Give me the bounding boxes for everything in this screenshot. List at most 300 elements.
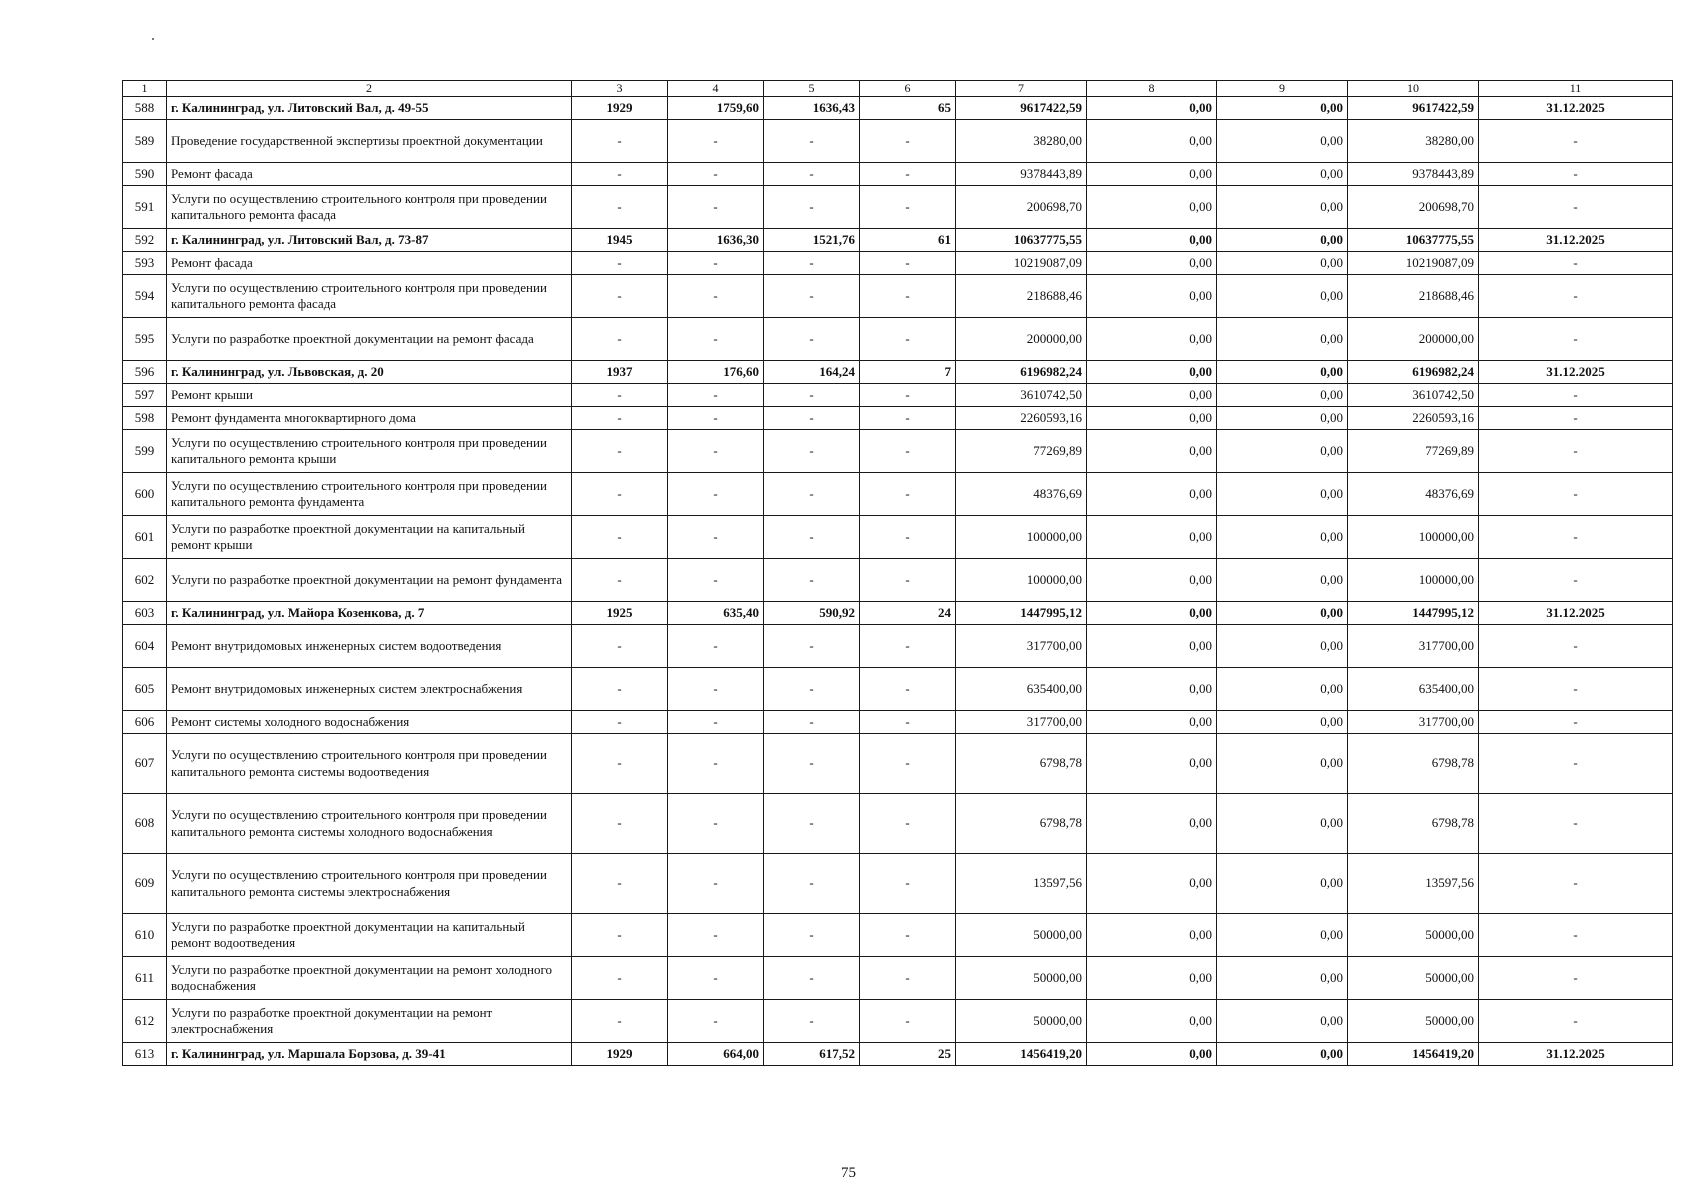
- work-name: г. Калининград, ул. Маршала Борзова, д. 39-41: [167, 1043, 572, 1066]
- col3-value: 1929: [572, 1043, 668, 1066]
- row-number: 612: [123, 1000, 167, 1043]
- work-item-row: [123, 473, 1673, 516]
- work-name: г. Калининград, ул. Литовский Вал, д. 49-55: [167, 97, 572, 120]
- col7-value: 100000,00: [956, 516, 1087, 559]
- col8-value: 0,00: [1087, 186, 1217, 229]
- col8-value: 0,00: [1087, 473, 1217, 516]
- work-item-row: [123, 559, 1673, 602]
- col6-value: -: [860, 559, 956, 602]
- work-item-row: [123, 711, 1673, 734]
- col11-value: -: [1479, 163, 1673, 186]
- col11-value: 31.12.2025: [1479, 229, 1673, 252]
- col4-value: -: [668, 668, 764, 711]
- col10-value: 1447995,12: [1348, 602, 1479, 625]
- work-item-row: [123, 957, 1673, 1000]
- col4-value: 176,60: [668, 361, 764, 384]
- column-header: 11: [1479, 81, 1673, 97]
- col5-value: -: [764, 559, 860, 602]
- work-item-row: [123, 430, 1673, 473]
- col7-value: 635400,00: [956, 668, 1087, 711]
- row-number: 595: [123, 318, 167, 361]
- col8-value: 0,00: [1087, 430, 1217, 473]
- col5-value: -: [764, 318, 860, 361]
- col10-value: 6196982,24: [1348, 361, 1479, 384]
- col9-value: 0,00: [1217, 734, 1348, 794]
- col6-value: -: [860, 1000, 956, 1043]
- col7-value: 10637775,55: [956, 229, 1087, 252]
- col11-value: 31.12.2025: [1479, 97, 1673, 120]
- col8-value: 0,00: [1087, 854, 1217, 914]
- col7-value: 100000,00: [956, 559, 1087, 602]
- work-item-row: [123, 668, 1673, 711]
- col9-value: 0,00: [1217, 668, 1348, 711]
- col6-value: -: [860, 430, 956, 473]
- work-item-row: [123, 407, 1673, 430]
- col7-value: 10219087,09: [956, 252, 1087, 275]
- col10-value: 317700,00: [1348, 711, 1479, 734]
- col5-value: -: [764, 957, 860, 1000]
- col4-value: -: [668, 957, 764, 1000]
- col9-value: 0,00: [1217, 275, 1348, 318]
- col11-value: -: [1479, 794, 1673, 854]
- col4-value: -: [668, 163, 764, 186]
- col7-value: 13597,56: [956, 854, 1087, 914]
- col4-value: -: [668, 318, 764, 361]
- col6-value: -: [860, 163, 956, 186]
- col8-value: 0,00: [1087, 794, 1217, 854]
- col3-value: -: [572, 734, 668, 794]
- col5-value: -: [764, 914, 860, 957]
- col8-value: 0,00: [1087, 559, 1217, 602]
- row-number: 590: [123, 163, 167, 186]
- col8-value: 0,00: [1087, 516, 1217, 559]
- col7-value: 317700,00: [956, 711, 1087, 734]
- col7-value: 200698,70: [956, 186, 1087, 229]
- building-row: [123, 361, 1673, 384]
- row-number: 611: [123, 957, 167, 1000]
- work-name: Услуги по осуществлению строительного контроля при проведении капитального ремонта крыши: [167, 430, 572, 473]
- col10-value: 6798,78: [1348, 734, 1479, 794]
- col8-value: 0,00: [1087, 275, 1217, 318]
- work-item-row: [123, 384, 1673, 407]
- col9-value: 0,00: [1217, 163, 1348, 186]
- col9-value: 0,00: [1217, 854, 1348, 914]
- col7-value: 317700,00: [956, 625, 1087, 668]
- col8-value: 0,00: [1087, 252, 1217, 275]
- col7-value: 9378443,89: [956, 163, 1087, 186]
- col5-value: -: [764, 163, 860, 186]
- column-header: 3: [572, 81, 668, 97]
- row-number: 593: [123, 252, 167, 275]
- col3-value: -: [572, 120, 668, 163]
- col5-value: -: [764, 186, 860, 229]
- work-name: г. Калининград, ул. Литовский Вал, д. 73-87: [167, 229, 572, 252]
- col7-value: 1447995,12: [956, 602, 1087, 625]
- row-number: 601: [123, 516, 167, 559]
- col3-value: -: [572, 625, 668, 668]
- col9-value: 0,00: [1217, 407, 1348, 430]
- col4-value: -: [668, 275, 764, 318]
- col9-value: 0,00: [1217, 252, 1348, 275]
- col5-value: -: [764, 711, 860, 734]
- work-item-row: [123, 625, 1673, 668]
- work-name: Ремонт системы холодного водоснабжения: [167, 711, 572, 734]
- col8-value: 0,00: [1087, 602, 1217, 625]
- col5-value: -: [764, 120, 860, 163]
- col11-value: -: [1479, 854, 1673, 914]
- col10-value: 218688,46: [1348, 275, 1479, 318]
- work-item-row: [123, 275, 1673, 318]
- col10-value: 3610742,50: [1348, 384, 1479, 407]
- col11-value: -: [1479, 957, 1673, 1000]
- work-name: Услуги по осуществлению строительного контроля при проведении капитального ремонта фундамента: [167, 473, 572, 516]
- building-row: [123, 602, 1673, 625]
- work-name: Услуги по разработке проектной документации на ремонт фасада: [167, 318, 572, 361]
- col5-value: -: [764, 516, 860, 559]
- work-name: Ремонт фасада: [167, 163, 572, 186]
- col8-value: 0,00: [1087, 711, 1217, 734]
- col10-value: 50000,00: [1348, 957, 1479, 1000]
- row-number: 603: [123, 602, 167, 625]
- work-name: Услуги по разработке проектной документации на ремонт холодного водоснабжения: [167, 957, 572, 1000]
- col4-value: -: [668, 384, 764, 407]
- col11-value: -: [1479, 120, 1673, 163]
- col11-value: -: [1479, 186, 1673, 229]
- col8-value: 0,00: [1087, 97, 1217, 120]
- col10-value: 200000,00: [1348, 318, 1479, 361]
- col11-value: -: [1479, 559, 1673, 602]
- col4-value: -: [668, 854, 764, 914]
- column-header: 4: [668, 81, 764, 97]
- col3-value: -: [572, 186, 668, 229]
- col3-value: 1925: [572, 602, 668, 625]
- col8-value: 0,00: [1087, 163, 1217, 186]
- col9-value: 0,00: [1217, 361, 1348, 384]
- col11-value: -: [1479, 252, 1673, 275]
- col8-value: 0,00: [1087, 407, 1217, 430]
- row-number: 592: [123, 229, 167, 252]
- row-number: 608: [123, 794, 167, 854]
- col6-value: -: [860, 516, 956, 559]
- work-name: Услуги по осуществлению строительного контроля при проведении капитального ремонта системы электроснабжения: [167, 854, 572, 914]
- col4-value: -: [668, 711, 764, 734]
- col8-value: 0,00: [1087, 120, 1217, 163]
- col10-value: 13597,56: [1348, 854, 1479, 914]
- col6-value: -: [860, 854, 956, 914]
- work-item-row: [123, 794, 1673, 854]
- col3-value: -: [572, 516, 668, 559]
- building-row: [123, 97, 1673, 120]
- col7-value: 6798,78: [956, 794, 1087, 854]
- col4-value: 664,00: [668, 1043, 764, 1066]
- column-header: 7: [956, 81, 1087, 97]
- col8-value: 0,00: [1087, 1000, 1217, 1043]
- col6-value: -: [860, 473, 956, 516]
- work-name: Услуги по разработке проектной документации на капитальный ремонт крыши: [167, 516, 572, 559]
- col6-value: 24: [860, 602, 956, 625]
- col5-value: -: [764, 734, 860, 794]
- work-item-row: [123, 120, 1673, 163]
- col6-value: -: [860, 914, 956, 957]
- col8-value: 0,00: [1087, 1043, 1217, 1066]
- col3-value: -: [572, 668, 668, 711]
- col10-value: 50000,00: [1348, 914, 1479, 957]
- col10-value: 38280,00: [1348, 120, 1479, 163]
- repair-program-table: [122, 80, 1673, 1066]
- col3-value: 1929: [572, 97, 668, 120]
- work-item-row: [123, 252, 1673, 275]
- col9-value: 0,00: [1217, 473, 1348, 516]
- col3-value: -: [572, 384, 668, 407]
- col4-value: -: [668, 186, 764, 229]
- col6-value: -: [860, 384, 956, 407]
- col7-value: 200000,00: [956, 318, 1087, 361]
- col9-value: 0,00: [1217, 711, 1348, 734]
- col7-value: 38280,00: [956, 120, 1087, 163]
- column-header: 5: [764, 81, 860, 97]
- col4-value: 1759,60: [668, 97, 764, 120]
- row-number: 605: [123, 668, 167, 711]
- col5-value: -: [764, 854, 860, 914]
- building-row: [123, 229, 1673, 252]
- work-item-row: [123, 186, 1673, 229]
- col5-value: -: [764, 407, 860, 430]
- col5-value: -: [764, 430, 860, 473]
- col3-value: -: [572, 430, 668, 473]
- work-item-row: [123, 734, 1673, 794]
- work-item-row: [123, 318, 1673, 361]
- col4-value: -: [668, 914, 764, 957]
- col4-value: -: [668, 120, 764, 163]
- row-number: 613: [123, 1043, 167, 1066]
- col5-value: -: [764, 384, 860, 407]
- col9-value: 0,00: [1217, 516, 1348, 559]
- col10-value: 9378443,89: [1348, 163, 1479, 186]
- row-number: 600: [123, 473, 167, 516]
- row-number: 599: [123, 430, 167, 473]
- col7-value: 48376,69: [956, 473, 1087, 516]
- col7-value: 50000,00: [956, 1000, 1087, 1043]
- column-header: 2: [167, 81, 572, 97]
- work-name: Услуги по осуществлению строительного контроля при проведении капитального ремонта фасада: [167, 275, 572, 318]
- col11-value: -: [1479, 430, 1673, 473]
- building-row: [123, 1043, 1673, 1066]
- work-name: Услуги по осуществлению строительного контроля при проведении капитального ремонта фасада: [167, 186, 572, 229]
- work-name: Ремонт фундамента многоквартирного дома: [167, 407, 572, 430]
- col7-value: 1456419,20: [956, 1043, 1087, 1066]
- col11-value: 31.12.2025: [1479, 602, 1673, 625]
- column-header: 1: [123, 81, 167, 97]
- row-number: 597: [123, 384, 167, 407]
- col10-value: 1456419,20: [1348, 1043, 1479, 1066]
- col4-value: -: [668, 794, 764, 854]
- col4-value: -: [668, 516, 764, 559]
- work-name: Услуги по разработке проектной документации на капитальный ремонт водоотведения: [167, 914, 572, 957]
- col10-value: 200698,70: [1348, 186, 1479, 229]
- col8-value: 0,00: [1087, 957, 1217, 1000]
- col9-value: 0,00: [1217, 1043, 1348, 1066]
- col8-value: 0,00: [1087, 734, 1217, 794]
- col9-value: 0,00: [1217, 97, 1348, 120]
- col11-value: 31.12.2025: [1479, 1043, 1673, 1066]
- col6-value: 65: [860, 97, 956, 120]
- col3-value: -: [572, 957, 668, 1000]
- col4-value: -: [668, 407, 764, 430]
- col7-value: 218688,46: [956, 275, 1087, 318]
- col10-value: 635400,00: [1348, 668, 1479, 711]
- col5-value: 1636,43: [764, 97, 860, 120]
- work-name: Ремонт фасада: [167, 252, 572, 275]
- col6-value: -: [860, 711, 956, 734]
- col9-value: 0,00: [1217, 186, 1348, 229]
- column-number-header-row: [123, 81, 1673, 97]
- col9-value: 0,00: [1217, 625, 1348, 668]
- col9-value: 0,00: [1217, 914, 1348, 957]
- col11-value: -: [1479, 711, 1673, 734]
- work-name: Ремонт внутридомовых инженерных систем электроснабжения: [167, 668, 572, 711]
- col4-value: -: [668, 430, 764, 473]
- col4-value: -: [668, 252, 764, 275]
- work-name: Услуги по разработке проектной документации на ремонт фундамента: [167, 559, 572, 602]
- row-number: 610: [123, 914, 167, 957]
- col10-value: 10219087,09: [1348, 252, 1479, 275]
- col11-value: -: [1479, 318, 1673, 361]
- col4-value: -: [668, 473, 764, 516]
- col6-value: -: [860, 186, 956, 229]
- col9-value: 0,00: [1217, 794, 1348, 854]
- col10-value: 50000,00: [1348, 1000, 1479, 1043]
- work-name: г. Калининград, ул. Львовская, д. 20: [167, 361, 572, 384]
- col4-value: -: [668, 625, 764, 668]
- work-name: Ремонт крыши: [167, 384, 572, 407]
- col4-value: -: [668, 1000, 764, 1043]
- col9-value: 0,00: [1217, 318, 1348, 361]
- col5-value: -: [764, 252, 860, 275]
- col3-value: -: [572, 318, 668, 361]
- col5-value: 590,92: [764, 602, 860, 625]
- col4-value: 635,40: [668, 602, 764, 625]
- col9-value: 0,00: [1217, 957, 1348, 1000]
- col11-value: 31.12.2025: [1479, 361, 1673, 384]
- work-name: Услуги по разработке проектной документации на ремонт электроснабжения: [167, 1000, 572, 1043]
- col6-value: 25: [860, 1043, 956, 1066]
- col5-value: -: [764, 625, 860, 668]
- col11-value: -: [1479, 384, 1673, 407]
- col9-value: 0,00: [1217, 430, 1348, 473]
- col6-value: -: [860, 668, 956, 711]
- col4-value: -: [668, 734, 764, 794]
- col8-value: 0,00: [1087, 384, 1217, 407]
- col10-value: 77269,89: [1348, 430, 1479, 473]
- col10-value: 2260593,16: [1348, 407, 1479, 430]
- col7-value: 6798,78: [956, 734, 1087, 794]
- col5-value: -: [764, 1000, 860, 1043]
- col7-value: 77269,89: [956, 430, 1087, 473]
- col9-value: 0,00: [1217, 1000, 1348, 1043]
- col3-value: -: [572, 407, 668, 430]
- col4-value: 1636,30: [668, 229, 764, 252]
- col11-value: -: [1479, 407, 1673, 430]
- col10-value: 317700,00: [1348, 625, 1479, 668]
- col10-value: 100000,00: [1348, 559, 1479, 602]
- col10-value: 48376,69: [1348, 473, 1479, 516]
- col5-value: 164,24: [764, 361, 860, 384]
- column-header: 9: [1217, 81, 1348, 97]
- col11-value: -: [1479, 275, 1673, 318]
- scan-speck: [152, 38, 154, 40]
- col5-value: -: [764, 794, 860, 854]
- col7-value: 2260593,16: [956, 407, 1087, 430]
- col8-value: 0,00: [1087, 668, 1217, 711]
- work-item-row: [123, 1000, 1673, 1043]
- work-name: г. Калининград, ул. Майора Козенкова, д. 7: [167, 602, 572, 625]
- col9-value: 0,00: [1217, 120, 1348, 163]
- col7-value: 9617422,59: [956, 97, 1087, 120]
- work-item-row: [123, 163, 1673, 186]
- col10-value: 6798,78: [1348, 794, 1479, 854]
- row-number: 604: [123, 625, 167, 668]
- col4-value: -: [668, 559, 764, 602]
- col6-value: -: [860, 275, 956, 318]
- work-name: Проведение государственной экспертизы проектной документации: [167, 120, 572, 163]
- col11-value: -: [1479, 734, 1673, 794]
- row-number: 596: [123, 361, 167, 384]
- col3-value: -: [572, 1000, 668, 1043]
- work-name: Ремонт внутридомовых инженерных систем водоотведения: [167, 625, 572, 668]
- row-number: 591: [123, 186, 167, 229]
- col8-value: 0,00: [1087, 625, 1217, 668]
- col8-value: 0,00: [1087, 229, 1217, 252]
- col8-value: 0,00: [1087, 914, 1217, 957]
- col8-value: 0,00: [1087, 361, 1217, 384]
- col11-value: -: [1479, 473, 1673, 516]
- col7-value: 50000,00: [956, 914, 1087, 957]
- col6-value: -: [860, 120, 956, 163]
- work-name: Услуги по осуществлению строительного контроля при проведении капитального ремонта системы холодного водоснабжения: [167, 794, 572, 854]
- page-number: 75: [841, 1165, 856, 1181]
- col6-value: 7: [860, 361, 956, 384]
- col9-value: 0,00: [1217, 384, 1348, 407]
- col5-value: 1521,76: [764, 229, 860, 252]
- row-number: 609: [123, 854, 167, 914]
- column-header: 10: [1348, 81, 1479, 97]
- col6-value: 61: [860, 229, 956, 252]
- row-number: 598: [123, 407, 167, 430]
- column-header: 8: [1087, 81, 1217, 97]
- col9-value: 0,00: [1217, 602, 1348, 625]
- col11-value: -: [1479, 625, 1673, 668]
- col9-value: 0,00: [1217, 559, 1348, 602]
- col3-value: -: [572, 914, 668, 957]
- work-name: Услуги по осуществлению строительного контроля при проведении капитального ремонта системы водоотведения: [167, 734, 572, 794]
- col7-value: 3610742,50: [956, 384, 1087, 407]
- work-item-row: [123, 854, 1673, 914]
- row-number: 602: [123, 559, 167, 602]
- col9-value: 0,00: [1217, 229, 1348, 252]
- col3-value: -: [572, 275, 668, 318]
- col5-value: 617,52: [764, 1043, 860, 1066]
- col3-value: -: [572, 854, 668, 914]
- col10-value: 100000,00: [1348, 516, 1479, 559]
- col6-value: -: [860, 734, 956, 794]
- col6-value: -: [860, 957, 956, 1000]
- col10-value: 9617422,59: [1348, 97, 1479, 120]
- col6-value: -: [860, 407, 956, 430]
- col11-value: -: [1479, 1000, 1673, 1043]
- col6-value: -: [860, 625, 956, 668]
- col11-value: -: [1479, 516, 1673, 559]
- col3-value: -: [572, 559, 668, 602]
